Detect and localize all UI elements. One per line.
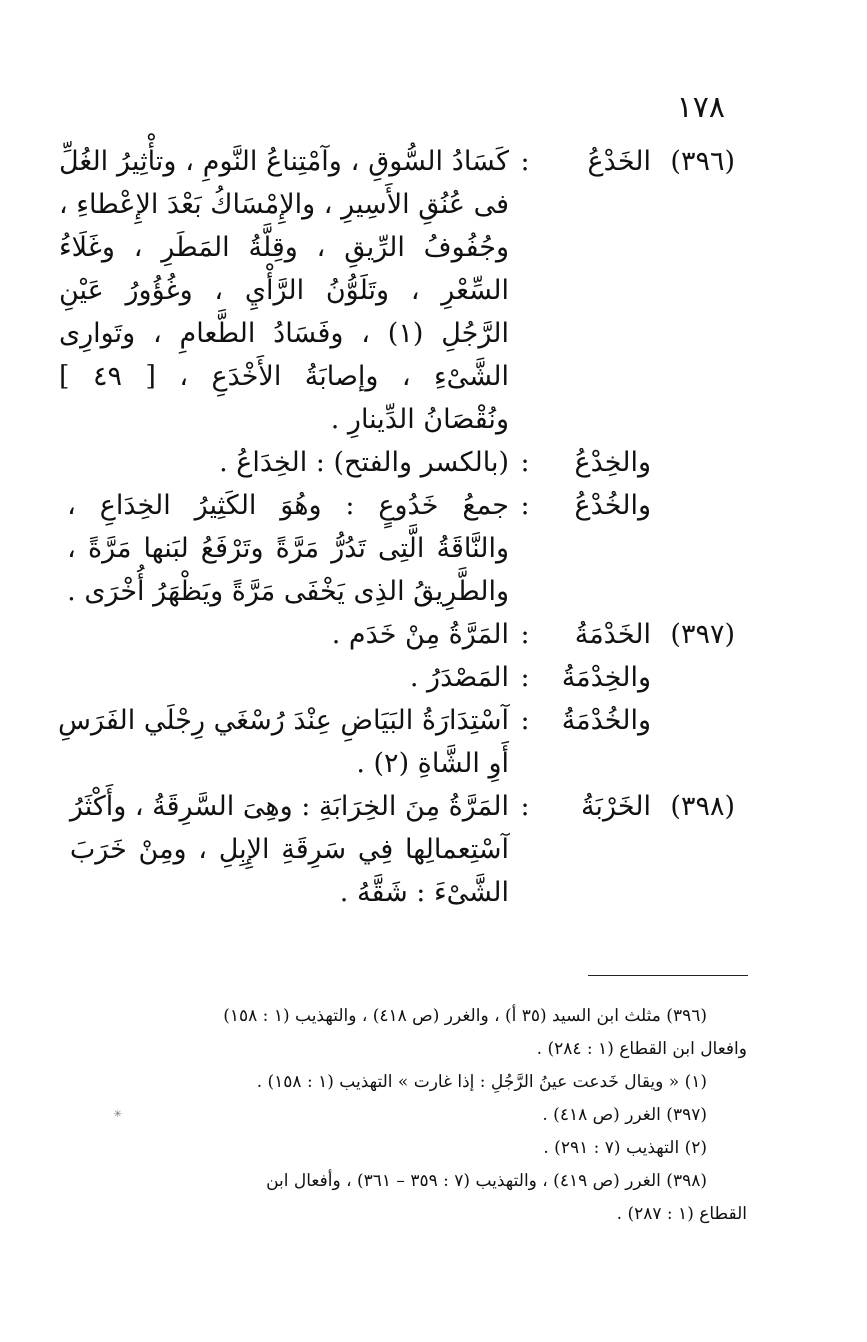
definition-line: (بالكسر والفتح) : الخِدَاعُ . (219, 447, 509, 478)
entry-colon: : (520, 662, 530, 693)
definition-line: والنَّاقَةُ الَّتِى تَدُرُّ مَرَّةً وتَرْفَعُ لبَنها مَرَّةً ، (67, 533, 509, 564)
definition-line: المَصْدَرُ . (409, 662, 509, 693)
definition-line: السِّعْرِ ، وتَلَوُّنُ الرَّأْيِ ، وغُؤُورُ عَيْنِ (58, 275, 509, 306)
headword: والخُدْعُ (574, 490, 651, 521)
footnote-line: وافعال ابن القطاع (١ : ٢٨٤) . (536, 1039, 747, 1059)
footnote-line: (٣٩٧) الغرر (ص ٤١٨) . (542, 1105, 707, 1125)
entry-row (75, 656, 735, 699)
headword: الخَدْعُ (587, 146, 651, 177)
footnotes (77, 1000, 747, 1231)
headword: الخَدْمَةُ (574, 619, 651, 650)
definition (58, 699, 509, 785)
footnote-line: القطاع (١ : ٢٨٧) . (616, 1204, 747, 1224)
entry-colon: : (520, 619, 530, 650)
page-number: ١٧٨ (676, 90, 725, 125)
entry-number: (٣٩٦) (670, 146, 735, 177)
entry-colon: : (520, 447, 530, 478)
definition-line: جمعُ خَدُوعٍ : وهُوَ الكَثِيرُ الخِدَاعِ ، (67, 490, 509, 521)
entry-colon: : (520, 791, 530, 822)
definition (75, 613, 509, 656)
headword: والخُدْمَةُ (561, 705, 651, 736)
definition (67, 484, 509, 613)
footnote-line: (١) « ويقال خَدعت عينُ الرَّجُلِ : إذا غارت » التهذيب (١ : ١٥٨) . (256, 1072, 707, 1092)
footnote-line: (٢) التهذيب (٧ : ٢٩١) . (543, 1138, 707, 1158)
definition (59, 140, 509, 441)
entry-row (58, 140, 735, 441)
definition-line: آسْتِدَارَةُ البَيَاضِ عِنْدَ رُسْغَي رِجْلَي الفَرَسِ (58, 705, 509, 736)
definition-line: الشَّىْءَ : شَقَّهُ . (339, 877, 509, 908)
footnote-line: (٣٩٦) مثلث ابن السيد (٣٥ أ) ، والغرر (ص ٤١٨) ، والتهذيب (١ : ١٥٨) (223, 1006, 707, 1026)
entry-row (75, 613, 735, 656)
definition (75, 441, 509, 484)
dictionary-entries (58, 140, 735, 914)
entry-colon: : (520, 146, 530, 177)
definition-line: الشَّىْءِ ، وإصابَةُ الأَخْدَعِ ، [ ٤٩ ] (58, 361, 510, 392)
entry-colon: : (520, 490, 530, 521)
entry-colon: : (520, 705, 530, 736)
definition-line: ونُقْصَانُ الدِّينارِ . (330, 404, 509, 435)
definition-line: الرَّجُلِ (١) ، وفَسَادُ الطَّعامِ ، وتَوارِى (58, 318, 509, 349)
footnote-line: (٣٩٨) الغرر (ص ٤١٩) ، والتهذيب (٧ : ٣٥٩ – ٣٦١) ، وأفعال ابن (266, 1171, 707, 1191)
entry-number: (٣٩٧) (670, 619, 735, 650)
entry-number: (٣٩٨) (670, 791, 735, 822)
definition (70, 785, 509, 914)
headword: والخِدْعُ (574, 447, 651, 478)
entry-row (58, 699, 735, 785)
definition-line: وجُفُوفُ الرِّيقِ ، وقِلَّةُ المَطَرِ ، وغَلَاءُ (58, 232, 509, 263)
definition (75, 656, 509, 699)
definition-line: كَسَادُ السُّوقِ ، وآمْتِناعُ النَّومِ ، وتأْثِيرُ الغُلِّ (58, 146, 509, 177)
definition-line: والطَّرِيقُ الذِى يَخْفَى مَرَّةً ويَظْهَرُ أُخْرَى . (67, 576, 509, 607)
scan-speck-icon: ✳ (113, 1109, 122, 1120)
headword: الخَرْبَةُ (580, 791, 651, 822)
definition-line: فى عُنُقِ الأَسِيرِ ، والإِمْسَاكُ بَعْدَ الإِعْطاءِ ، (58, 189, 509, 220)
definition-line: المَرَّةُ مِنْ خَدَم . (331, 619, 509, 650)
definition-line: المَرَّةُ مِنَ الخِرَابَةِ : وهِىَ السَّرِقَةُ ، وأَكْثَرُ (69, 791, 509, 822)
headword: والخِدْمَةُ (561, 662, 651, 693)
definition-line: أَوِ الشَّاةِ (٢) . (356, 748, 509, 779)
entry-row (67, 484, 735, 613)
footnote-divider (588, 975, 748, 976)
entry-row (75, 441, 735, 484)
entry-row (69, 785, 735, 914)
definition-line: آسْتِعمالِها فِي سَرِقَةِ الإِبِلِ ، ومِنْ خَرَبَ (69, 834, 509, 865)
